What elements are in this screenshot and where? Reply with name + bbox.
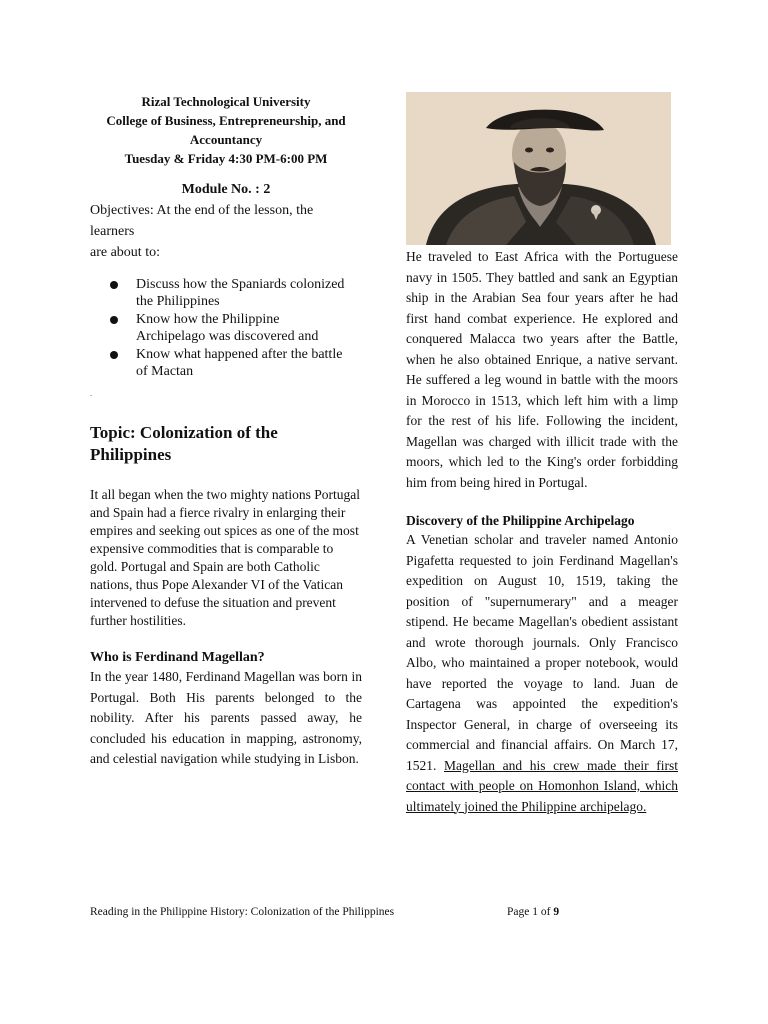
bullet-icon [110, 316, 118, 324]
right-column [406, 92, 678, 817]
objective-item-line2: Archipelago was discovered and [136, 329, 319, 344]
discovery-heading: Discovery of the Philippine Archipelago [406, 513, 635, 528]
discovery-paragraph [406, 530, 678, 817]
page-indicator [507, 906, 559, 918]
magellan-portrait [406, 92, 671, 245]
objectives-line3: are about to: [90, 245, 160, 260]
topic-line2: Philippines [90, 445, 172, 464]
topic-line1: Topic: Colonization of the [90, 423, 278, 442]
objectives-intro [90, 200, 362, 263]
objectives-list [90, 276, 362, 380]
class-schedule: Tuesday & Friday 4:30 PM-6:00 PM [124, 151, 328, 166]
objective-item-line2: of Mactan [136, 364, 194, 379]
topic-heading [90, 422, 362, 466]
college-name-line1: College of Business, Entrepreneurship, and [106, 113, 346, 128]
objective-item [90, 276, 362, 310]
magellan-portrait-illustration [406, 92, 671, 245]
objective-item [90, 346, 362, 380]
page-total: 9 [553, 906, 560, 918]
objective-item [90, 311, 362, 345]
discovery-text: A Venetian scholar and traveler named Antonio Pigafetta requested to join Ferdinand Magellan's expedition on August 10, 1519, taking the position of "supernumerary" and a meager stipend. He became Magellan's obedient assistant and wrote thorough journals. Only Francisco Albo, who maintained a proper notebook, would have reported the voyage to land. Juan de Cartagena was appointed the expedition's Inspector General, in charge of overseeing its commercial and financial affairs. On March 17, 1521. [406, 532, 678, 773]
college-name-line2: Accountancy [189, 132, 263, 147]
left-column [90, 92, 362, 770]
intro-paragraph: It all began when the two mighty nations Portugal and Spain had a fierce rivalry in enlarging their empires and seeking out spices as one of the most expensive commodities that is comparable to gold. Portugal and Spain are both Catholic nations, thus Pope Alexander VI of the Vatican intervened to defuse the situation and prevent further hostilities. [90, 487, 360, 628]
objectives-line2: learners [90, 224, 135, 239]
objectives-line1: Objectives: At the end of the lesson, the [90, 203, 314, 218]
stray-mark: . [90, 388, 93, 398]
page-of-label: of [537, 906, 554, 918]
objective-item-line1: Know what happened after the battle [136, 347, 343, 362]
magellan-paragraph: In the year 1480, Ferdinand Magellan was born in Portugal. Both His parents belonged to the nobility. After his parents passed away, he concluded his education in mapping, astronomy, and celestial navigation while studying in Lisbon. [90, 669, 362, 766]
objective-item-line2: the Philippines [136, 294, 220, 309]
page-label: Page [507, 906, 533, 918]
bullet-icon [110, 351, 118, 359]
objective-item-line1: Discuss how the Spaniards colonized [136, 277, 345, 292]
bullet-icon [110, 281, 118, 289]
page-number: 1 [532, 906, 538, 918]
career-paragraph: He traveled to East Africa with the Portuguese navy in 1505. They battled and sank an Egyptian ship in the Arabian Sea four years after he had first hand combat experience. He explored and conquered Malacca two years after the Battle, when he also obtained Enrique, a native servant. He suffered a leg wound in battle with the moors in Morocco in 1513, which left him with a limp for the rest of his life. Following the incident, Magellan was charged with illicit trade with the moors, which led to the King's order forbidding him from being hired in Portugal. [406, 249, 678, 490]
course-header [90, 92, 362, 168]
footer-course-title: Reading in the Philippine History: Colonization of the Philippines [90, 906, 395, 918]
objective-item-line1: Know how the Philippine [136, 312, 280, 327]
module-number: Module No. : 2 [181, 182, 271, 197]
university-name: Rizal Technological University [141, 94, 311, 109]
discovery-underlined-text: Magellan and his crew made their first contact with people on Homonhon Island, which ultimately joined the Philippine archipelago. [406, 757, 678, 814]
magellan-heading: Who is Ferdinand Magellan? [90, 650, 265, 665]
